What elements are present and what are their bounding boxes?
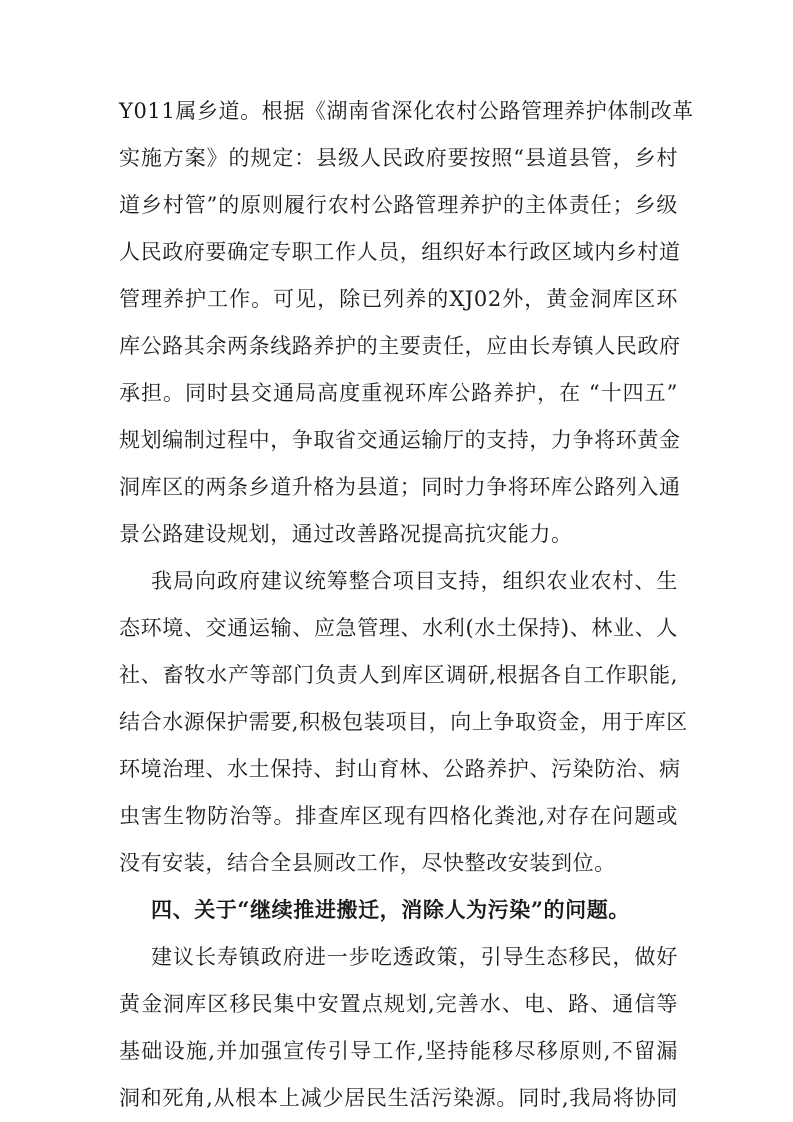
- text-line: 社、畜牧水产等部门负责人到库区调研,根据各自工作职能,: [119, 663, 678, 687]
- text-line: 洞库区的两条乡道升格为县道；同时力争将环库公路列入通: [119, 475, 681, 499]
- text-line: 黄金洞库区移民集中安置点规划,完善水、电、路、通信等: [119, 992, 678, 1016]
- section-heading: 四、关于“继续推进搬迁，消除人为污染”的问题。: [151, 897, 630, 922]
- text-line: 实施方案》的规定：县级人民政府要按照“县道县管，乡村: [119, 146, 678, 170]
- text-line: 环境治理、水土保持、封山育林、公路养护、污染防治、病: [119, 757, 681, 781]
- text-line: 人民政府要确定专职工作人员，组织好本行政区域内乡村道: [119, 240, 681, 264]
- text-line: 结合水源保护需要,积极包装项目，向上争取资金，用于库区: [119, 710, 688, 734]
- text-line: 虫害生物防治等。排查库区现有四格化粪池,对存在问题或: [119, 804, 678, 828]
- text-line: 库公路其余两条线路养护的主要责任，应由长寿镇人民政府: [119, 334, 681, 358]
- text-line: 承担。同时县交通局高度重视环库公路养护，在 “十四五”: [119, 381, 678, 405]
- text-line: 管理养护工作。可见，除已列养的XJ02外，黄金洞库区环: [119, 287, 678, 311]
- text-line-last: 没有安装，结合全县厕改工作，尽快整改安装到位。: [119, 851, 616, 875]
- text-line: 道乡村管”的原则履行农村公路管理养护的主体责任；乡级: [119, 193, 678, 217]
- text-line: 基础设施,并加强宣传引导工作,坚持能移尽移原则,不留漏: [119, 1039, 678, 1063]
- text-line: 态环境、交通运输、应急管理、水利(水土保持)、林业、人: [119, 616, 678, 640]
- text-line: Y011属乡道。根据《湖南省深化农村公路管理养护体制改革: [119, 99, 694, 123]
- paragraph-first-line: 建议长寿镇政府进一步吃透政策，引导生态移民，做好: [151, 945, 678, 969]
- text-line-last: 景公路建设规划，通过改善路况提高抗灾能力。: [119, 522, 573, 546]
- text-line: 规划编制过程中，争取省交通运输厅的支持，力争将环黄金: [119, 428, 681, 452]
- paragraph-first-line: 我局向政府建议统筹整合项目支持，组织农业农村、生: [151, 569, 678, 593]
- text-line: 洞和死角,从根本上减少居民生活污染源。同时,我局将协同: [119, 1086, 678, 1110]
